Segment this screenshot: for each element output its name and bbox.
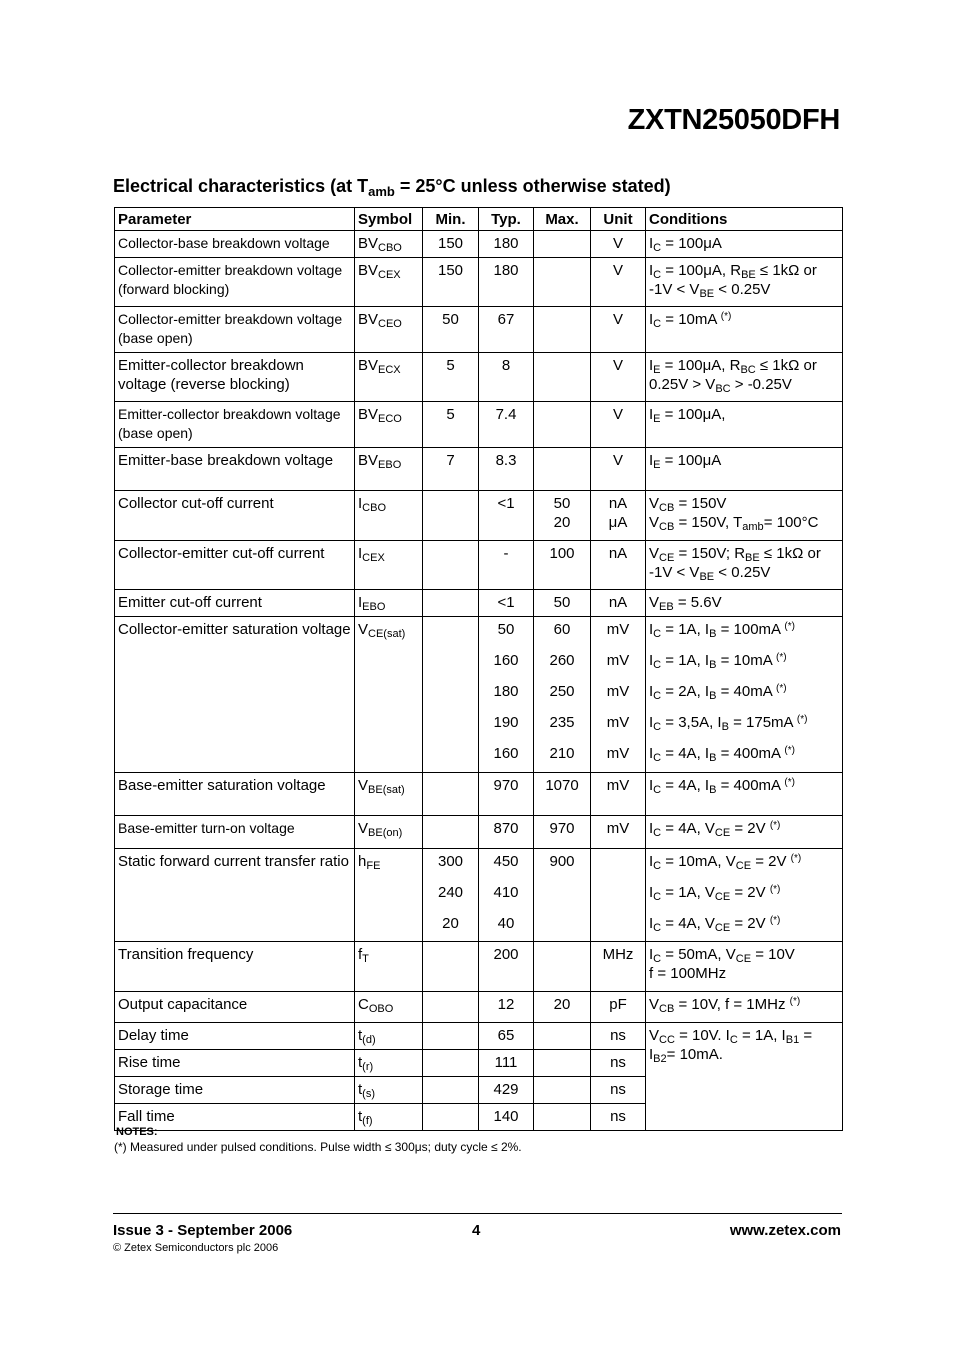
unit-cell: V	[591, 353, 646, 402]
parameter-cell: Collector-emitter breakdown voltage (base open)	[115, 307, 355, 353]
electrical-characteristics-table	[114, 207, 843, 1131]
conditions-cell: $I_C = 10mA$, $V_{CE} = 2V$ (*) $I_C = 1A$, $V_{CE} = 2V$ (*) $I_C = 4A$, $V_{CE} = 2V$ (*)	[646, 849, 843, 942]
table-row	[115, 590, 843, 617]
table-row	[115, 448, 843, 491]
unit-cell	[591, 849, 646, 942]
unit-cell: V	[591, 258, 646, 307]
max-cell	[534, 1023, 591, 1050]
min-cell: 5	[423, 402, 479, 448]
max-cell	[534, 1077, 591, 1104]
parameter-cell: Rise time	[115, 1050, 355, 1077]
parameter-cell: Storage time	[115, 1077, 355, 1104]
header-min: Min.	[423, 208, 479, 231]
conditions-cell: $I_C = 4A$, $V_{CE} = 2V$ (*)	[646, 816, 843, 849]
max-cell: 50	[534, 590, 591, 617]
notes-heading: NOTES:	[116, 1126, 158, 1138]
parameter-cell: Collector cut-off current	[115, 491, 355, 541]
conditions-cell: $I_C = 100\mu A$	[646, 231, 843, 258]
min-cell: 5	[423, 353, 479, 402]
table-row	[115, 402, 843, 448]
table-row	[115, 258, 843, 307]
symbol-cell: $BV_{EBO}$	[355, 448, 423, 491]
unit-cell: nA	[591, 590, 646, 617]
typ-cell: 429	[479, 1077, 534, 1104]
footer-website-link[interactable]: www.zetex.com	[729, 1222, 841, 1239]
part-number: ZXTN25050DFH	[627, 104, 840, 136]
symbol-cell: $f_T$	[355, 942, 423, 992]
symbol-cell: $I_{CBO}$	[355, 491, 423, 541]
min-cell: 150	[423, 231, 479, 258]
min-cell	[423, 491, 479, 541]
min-cell: 7	[423, 448, 479, 491]
max-cell	[534, 448, 591, 491]
conditions-cell: $I_E = 100\mu A$, $R_{BC} \le 1k\Omega$ or $0.25V > V_{BC} > -0.25V$	[646, 353, 843, 402]
page-number: 4	[472, 1222, 481, 1239]
table-row	[115, 541, 843, 590]
max-cell: 1070	[534, 773, 591, 816]
table-row	[115, 231, 843, 258]
max-cell	[534, 402, 591, 448]
typ-cell: 7.4	[479, 402, 534, 448]
header-symbol: Symbol	[355, 208, 423, 231]
typ-cell: 180	[479, 231, 534, 258]
typ-cell: 140	[479, 1104, 534, 1131]
parameter-cell: Fall time	[115, 1104, 355, 1131]
typ-cell: 50 160 180 190 160	[479, 617, 534, 773]
symbol-cell: $t_{(r)}$	[355, 1050, 423, 1077]
conditions-cell: $I_E = 100\mu A$	[646, 448, 843, 491]
conditions-cell: $I_C = 10mA$ (*)	[646, 307, 843, 353]
unit-cell: mV	[591, 816, 646, 849]
unit-cell: MHz	[591, 942, 646, 992]
conditions-cell: $V_{CE} = 150V$; $R_{BE} \le 1k\Omega$ or $-1V < V_{BE} < 0.25V$	[646, 541, 843, 590]
table-row	[115, 942, 843, 992]
conditions-cell: $V_{EB} = 5.6V$	[646, 590, 843, 617]
typ-cell: 111	[479, 1050, 534, 1077]
symbol-cell: $I_{EBO}$	[355, 590, 423, 617]
conditions-cell: $I_C = 50mA$, $V_{CE} = 10V$ f = 100MHz	[646, 942, 843, 992]
conditions-cell: $I_C = 1A$, $I_B = 100mA$ (*) $I_C = 1A$, $I_B = 10mA$ (*) $I_C = 2A$, $I_B = 40mA$ (*) $I_C = 3,5A$, $I_B = 175mA$ (*) $I_C = 4A$, $I_B = 400mA$ (*)	[646, 617, 843, 773]
max-cell	[534, 1104, 591, 1131]
max-cell	[534, 942, 591, 992]
symbol-cell: $t_{(d)}$	[355, 1023, 423, 1050]
min-cell	[423, 590, 479, 617]
conditions-cell: $V_{CB} = 150V$ $V_{CB} = 150V$, $T_{amb}= 100^\circ C$	[646, 491, 843, 541]
typ-cell: <1	[479, 590, 534, 617]
parameter-cell: Delay time	[115, 1023, 355, 1050]
unit-cell: ns	[591, 1104, 646, 1131]
max-cell	[534, 307, 591, 353]
min-cell: 50	[423, 307, 479, 353]
typ-cell: 67	[479, 307, 534, 353]
symbol-cell: $V_{CE(sat)}$	[355, 617, 423, 773]
header-unit: Unit	[591, 208, 646, 231]
footer-issue: Issue 3 - September 2006	[113, 1222, 293, 1239]
unit-cell: nA	[591, 541, 646, 590]
min-cell	[423, 1077, 479, 1104]
typ-cell: 12	[479, 992, 534, 1023]
symbol-cell: $BV_{ECX}$	[355, 353, 423, 402]
max-cell	[534, 258, 591, 307]
min-cell	[423, 816, 479, 849]
max-cell	[534, 353, 591, 402]
parameter-cell: Emitter-collector breakdown voltage (reverse blocking)	[115, 353, 355, 402]
header-max: Max.	[534, 208, 591, 231]
table-row	[115, 1023, 843, 1050]
unit-cell: mV mV mV mV mV	[591, 617, 646, 773]
symbol-cell: $C_{OBO}$	[355, 992, 423, 1023]
typ-cell: -	[479, 541, 534, 590]
max-cell	[534, 231, 591, 258]
max-cell: 900	[534, 849, 591, 942]
symbol-cell: $V_{BE(on)}$	[355, 816, 423, 849]
footer-copyright: © Zetex Semiconductors plc 2006	[113, 1242, 279, 1254]
parameter-cell: Collector-emitter breakdown voltage (forward blocking)	[115, 258, 355, 307]
unit-cell: nA μA	[591, 491, 646, 541]
parameter-cell: Collector-emitter saturation voltage	[115, 617, 355, 773]
parameter-cell: Base-emitter saturation voltage	[115, 773, 355, 816]
min-cell: 300 240 20	[423, 849, 479, 942]
parameter-cell: Static forward current transfer ratio	[115, 849, 355, 942]
table-row	[115, 307, 843, 353]
symbol-cell: $h_{FE}$	[355, 849, 423, 942]
table-row	[115, 617, 843, 773]
typ-cell: <1	[479, 491, 534, 541]
symbol-cell: $V_{BE(sat)}$	[355, 773, 423, 816]
symbol-cell: $I_{CEX}$	[355, 541, 423, 590]
symbol-cell: $BV_{CEX}$	[355, 258, 423, 307]
table-row	[115, 353, 843, 402]
symbol-cell: $t_{(s)}$	[355, 1077, 423, 1104]
unit-cell: mV	[591, 773, 646, 816]
conditions-cell: $V_{CB} = 10V$, f = 1MHz (*)	[646, 992, 843, 1023]
max-cell	[534, 1050, 591, 1077]
header-parameter: Parameter	[115, 208, 355, 231]
symbol-cell: $t_{(f)}$	[355, 1104, 423, 1131]
min-cell	[423, 942, 479, 992]
unit-cell: V	[591, 402, 646, 448]
min-cell	[423, 773, 479, 816]
symbol-cell: $BV_{CBO}$	[355, 231, 423, 258]
parameter-cell: Base-emitter turn-on voltage	[115, 816, 355, 849]
note-pulsed: (*) Measured under pulsed conditions. Pulse width ≤ 300μs; duty cycle ≤ 2%.	[114, 1140, 522, 1154]
typ-cell: 180	[479, 258, 534, 307]
typ-cell: 450 410 40	[479, 849, 534, 942]
parameter-cell: Emitter cut-off current	[115, 590, 355, 617]
header-typ: Typ.	[479, 208, 534, 231]
typ-cell: 8.3	[479, 448, 534, 491]
symbol-cell: $BV_{ECO}$	[355, 402, 423, 448]
min-cell	[423, 1050, 479, 1077]
unit-cell: ns	[591, 1023, 646, 1050]
symbol-cell: $BV_{CEO}$	[355, 307, 423, 353]
parameter-cell: Collector-emitter cut-off current	[115, 541, 355, 590]
table-row	[115, 849, 843, 942]
header-conditions: Conditions	[646, 208, 843, 231]
conditions-cell: $I_E = 100\mu A$,	[646, 402, 843, 448]
section-title: Electrical characteristics (at $T_{amb} = 25^\circ C$ unless otherwise stated)	[113, 176, 671, 199]
table-row	[115, 773, 843, 816]
min-cell	[423, 992, 479, 1023]
min-cell	[423, 1023, 479, 1050]
table-header-row	[115, 208, 843, 231]
max-cell: 50 20	[534, 491, 591, 541]
conditions-cell: $I_C = 4A$, $I_B = 400mA$ (*)	[646, 773, 843, 816]
min-cell	[423, 1104, 479, 1131]
unit-cell: V	[591, 448, 646, 491]
parameter-cell: Collector-base breakdown voltage	[115, 231, 355, 258]
table-row	[115, 816, 843, 849]
parameter-cell: Transition frequency	[115, 942, 355, 992]
min-cell	[423, 541, 479, 590]
table-row	[115, 992, 843, 1023]
unit-cell: ns	[591, 1050, 646, 1077]
unit-cell: ns	[591, 1077, 646, 1104]
max-cell: 20	[534, 992, 591, 1023]
unit-cell: pF	[591, 992, 646, 1023]
parameter-cell: Output capacitance	[115, 992, 355, 1023]
parameter-cell: Emitter-base breakdown voltage	[115, 448, 355, 491]
unit-cell: V	[591, 231, 646, 258]
typ-cell: 870	[479, 816, 534, 849]
typ-cell: 970	[479, 773, 534, 816]
max-cell: 100	[534, 541, 591, 590]
typ-cell: 65	[479, 1023, 534, 1050]
min-cell: 150	[423, 258, 479, 307]
conditions-cell: $I_C = 100\mu A$, $R_{BE} \le 1k\Omega$ or $-1V < V_{BE} < 0.25V$	[646, 258, 843, 307]
table-row	[115, 491, 843, 541]
parameter-cell: Emitter-collector breakdown voltage (base open)	[115, 402, 355, 448]
footer-divider	[113, 1213, 842, 1214]
typ-cell: 200	[479, 942, 534, 992]
min-cell	[423, 617, 479, 773]
unit-cell: V	[591, 307, 646, 353]
conditions-cell: $V_{CC} = 10V$. $I_C = 1A$, $I_{B1} = I_{B2}= 10mA$.	[646, 1023, 843, 1131]
typ-cell: 8	[479, 353, 534, 402]
max-cell: 970	[534, 816, 591, 849]
max-cell: 60 260 250 235 210	[534, 617, 591, 773]
